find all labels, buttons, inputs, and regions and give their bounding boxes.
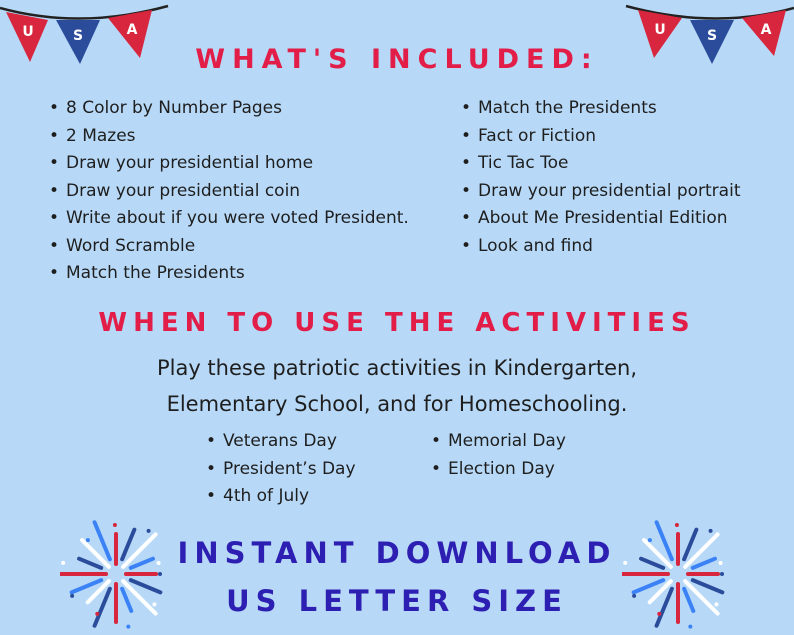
- when-to-use-heading: WHEN TO USE THE ACTIVITIES: [98, 308, 696, 338]
- list-item: • Write about if you were voted President.: [49, 205, 409, 233]
- list-item: • 2 Mazes: [49, 123, 409, 151]
- firework-spark: [688, 625, 692, 629]
- list-item: • Word Scramble: [49, 233, 409, 261]
- list-item: • 4th of July: [206, 483, 356, 511]
- list-item: • Election Day: [431, 456, 566, 484]
- intro-line-2: Elementary School, and for Homeschooling.: [166, 392, 628, 416]
- svg-text:U: U: [22, 24, 34, 40]
- list-item: • Fact or Fiction: [461, 123, 740, 151]
- whats-included-heading: WHAT'S INCLUDED:: [195, 44, 599, 75]
- firework-spark: [709, 529, 713, 533]
- firework-spark: [720, 572, 724, 576]
- firework-spark: [675, 523, 679, 527]
- list-item: • Match the Presidents: [49, 260, 409, 288]
- list-item: • Draw your presidential coin: [49, 178, 409, 206]
- intro-line-1: Play these patriotic activities in Kindergarten,: [156, 356, 638, 380]
- letter-size-text: US LETTER SIZE: [226, 584, 568, 618]
- list-item: • About Me Presidential Edition: [461, 205, 740, 233]
- list-item: • 8 Color by Number Pages: [49, 95, 409, 123]
- intro-paragraph: [0, 350, 794, 422]
- svg-text:U: U: [654, 22, 666, 38]
- firework-spark: [158, 572, 162, 576]
- list-item: • Tic Tac Toe: [461, 150, 740, 178]
- list-item: • Draw your presidential portrait: [461, 178, 740, 206]
- list-item: • Draw your presidential home: [49, 150, 409, 178]
- included-list-left: [49, 95, 409, 288]
- instant-download-text: INSTANT DOWNLOAD: [177, 536, 617, 570]
- firework-spark: [147, 529, 151, 533]
- list-item: • President’s Day: [206, 456, 356, 484]
- occasions-list-right: [431, 428, 566, 483]
- included-list-right: [461, 95, 740, 260]
- svg-text:S: S: [72, 28, 84, 44]
- svg-text:A: A: [126, 22, 138, 38]
- list-item: • Look and find: [461, 233, 740, 261]
- svg-text:A: A: [760, 22, 772, 38]
- firework-spark: [126, 625, 130, 629]
- firework-spark: [113, 523, 117, 527]
- list-item: • Veterans Day: [206, 428, 356, 456]
- list-item: • Memorial Day: [431, 428, 566, 456]
- list-item: • Match the Presidents: [461, 95, 740, 123]
- occasions-list-left: [206, 428, 356, 511]
- svg-text:S: S: [706, 28, 718, 44]
